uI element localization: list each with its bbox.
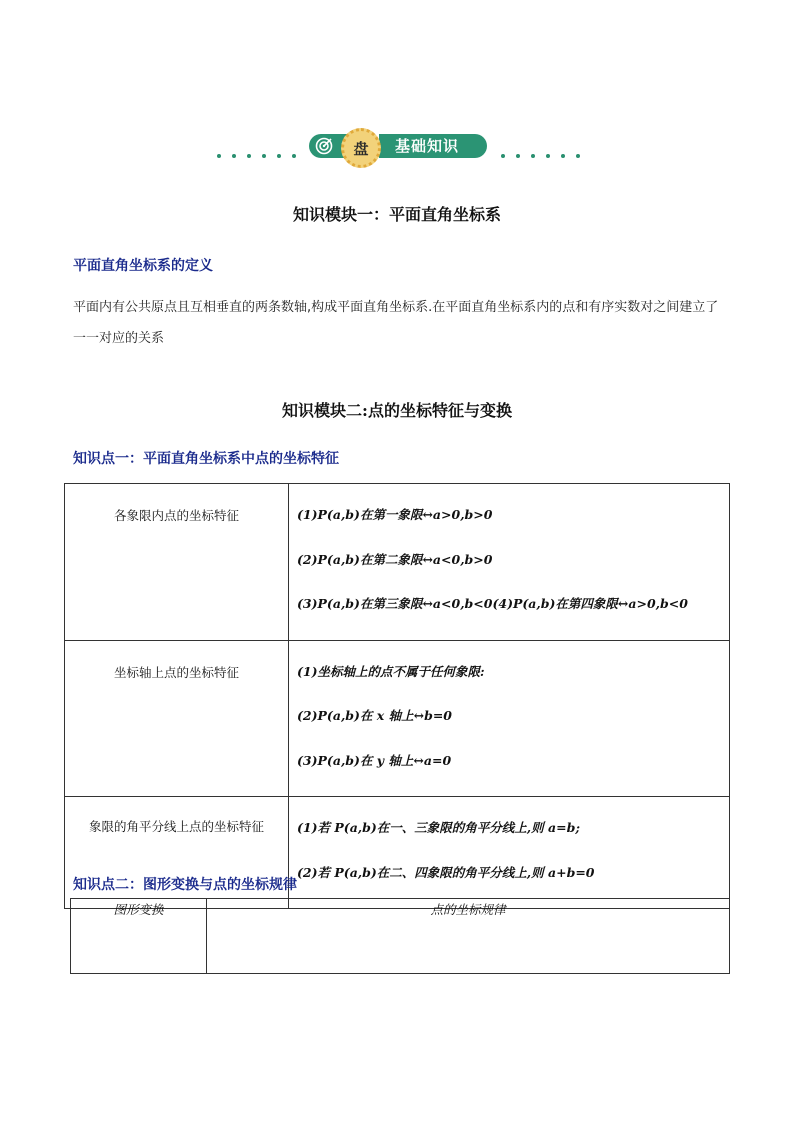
- row-label: 各象限内点的坐标特征: [65, 484, 289, 641]
- module1-paragraph: 平面内有公共原点且互相垂直的两条数轴,构成平面直角坐标系.在平面直角坐标系内的点和有序实数对之间建立了一一对应的关系: [73, 300, 719, 346]
- row-line: (2)若 P(a,b)在二、四象限的角平分线上,则 a+b=0: [297, 864, 595, 880]
- row-content: [289, 640, 730, 797]
- row-line: (3)P(a,b)在 y 轴上↔a=0: [297, 752, 452, 768]
- banner-dots-right: [501, 154, 580, 158]
- module1-subheading: 平面直角坐标系的定义: [73, 258, 213, 274]
- banner-dots-left: [217, 154, 296, 158]
- row-content: [289, 484, 730, 641]
- row-line: (2)P(a,b)在第二象限↔a<0,b>0: [297, 551, 493, 567]
- target-icon: [315, 137, 333, 155]
- row-line: (2)P(a,b)在 x 轴上↔b=0: [297, 708, 452, 723]
- row-line: (1)若 P(a,b)在一、三象限的角平分线上,则 a=b;: [297, 820, 580, 835]
- coordinate-features-table: [64, 483, 730, 909]
- module2-title: 知识模块二:点的坐标特征与变换: [282, 401, 512, 420]
- header-cell: 图形变换: [71, 899, 207, 974]
- row-label: 象限的角平分线上点的坐标特征: [65, 797, 289, 909]
- row-line: (1)P(a,b)在第一象限↔a>0,b>0: [297, 507, 493, 522]
- table-row: [65, 640, 730, 797]
- banner-badge: [341, 128, 381, 168]
- row-line: (1)坐标轴上的点不属于任何象限:: [297, 663, 485, 679]
- header-cell: 点的坐标规律: [207, 899, 730, 974]
- row-content: [289, 797, 730, 909]
- row-label: 坐标轴上点的坐标特征: [65, 640, 289, 797]
- table-row: [71, 899, 730, 974]
- banner-title: 基础知识: [379, 134, 487, 158]
- row-line: (3)P(a,b)在第三象限↔a<0,b<0(4)P(a,b)在第四象限↔a>0,b<0: [297, 596, 688, 611]
- module1-title: 知识模块一：平面直角坐标系: [292, 205, 501, 224]
- point2-heading: 知识点二：图形变换与点的坐标规律: [73, 877, 297, 893]
- badge-char: 盘: [353, 139, 369, 158]
- point1-heading: 知识点一：平面直角坐标系中点的坐标特征: [73, 451, 339, 467]
- transform-table: [70, 898, 730, 974]
- table-row: [65, 484, 730, 641]
